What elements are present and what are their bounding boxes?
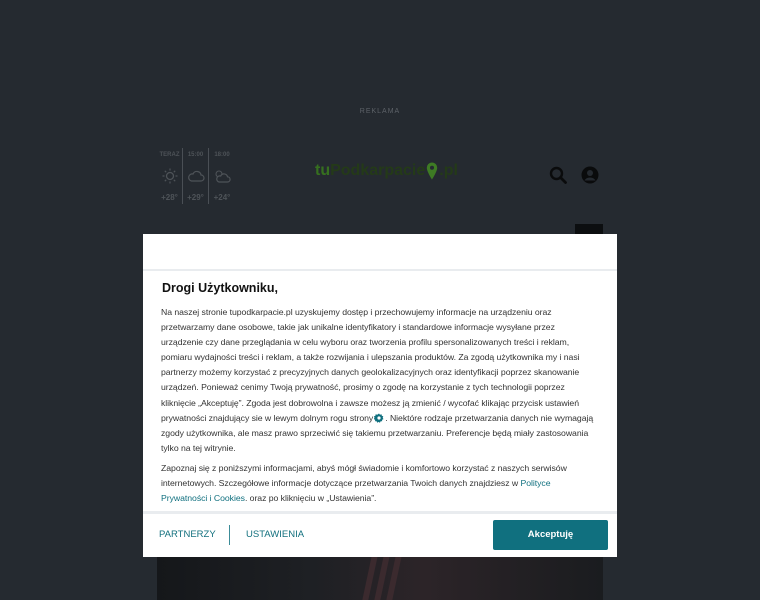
- search-icon[interactable]: [549, 166, 567, 184]
- weather-temp: +24°: [213, 193, 231, 202]
- paragraph-text: . oraz po kliknięciu w „Ustawienia”.: [244, 493, 377, 504]
- dialog-footer: [143, 511, 617, 557]
- paragraph-text: Zapoznaj się z poniższymi informacjami, abyś mógł świadomie i komfortowo korzystać z naszych serwisów internetowych. Szczegółowe informacje dotyczące przetwarzania Twoich danych znajdziesz w: [161, 462, 567, 489]
- user-icon[interactable]: [581, 166, 599, 184]
- gear-icon: [374, 413, 384, 423]
- weather-1500: [183, 148, 209, 204]
- weather-temp: +29°: [187, 193, 204, 202]
- logo-tu: tu: [315, 162, 331, 179]
- dialog-header: [143, 234, 617, 271]
- site-header: [157, 148, 603, 206]
- sun-icon: [161, 168, 179, 184]
- accept-button[interactable]: Akceptuję: [493, 520, 608, 550]
- privacy-policy-link[interactable]: Polityce Prywatności i Cookies: [161, 478, 551, 504]
- consent-dialog: [143, 234, 617, 557]
- site-logo[interactable]: [315, 162, 458, 180]
- dialog-title: Drogi Użytkowniku,: [162, 281, 278, 295]
- weather-label: 18:00: [214, 152, 230, 158]
- logo-name: Podkarpacie: [330, 162, 426, 179]
- paragraph-text: Na naszej stronie tupodkarpacie.pl uzyskujemy dostęp i przechowujemy informacje na urządzeniu oraz przetwarzamy dane osobowe, takie jak unikalne identyfikatory i standardowe informacje wysyłane przez urządzenie czy dane przeglądania w celu wyboru oraz tworzenia profilu spersonalizowanych treści i reklam, pomiaru wydajności treści i reklam, a także rozwijania i ulepszania produktów. Za zgodą użytkownika my i nasi partnerzy możemy korzystać z precyzyjnych danych geolokalizacyjnych oraz identyfikacji poprzez skanowanie urządzeń. Ponieważ cenimy Twoją prywatność, prosimy o zgodę na korzystanie z tych technologii poprzez kliknięcie „Akceptuję”. Zgoda jest dobrowolna i zawsze możesz ją zmienić / wycofać klikając przycisk ustawień prywatności znajdujący sie w lewym dolnym rogu strony: [161, 307, 580, 423]
- partners-button[interactable]: PARTNERZY: [159, 529, 216, 540]
- ad-label: REKLAMA: [359, 108, 401, 115]
- map-pin-icon: [426, 162, 438, 180]
- weather-now: [157, 148, 183, 204]
- settings-button[interactable]: USTAWIENIA: [246, 529, 305, 540]
- weather-widget[interactable]: [157, 148, 237, 204]
- logo-tld: .pl: [439, 162, 458, 179]
- dialog-body: [143, 271, 617, 506]
- partly-cloudy-icon: [213, 168, 231, 184]
- weather-temp: +28°: [161, 193, 178, 202]
- cloud-icon: [187, 168, 205, 184]
- button-divider: [229, 525, 230, 545]
- dialog-paragraph-2: [161, 461, 599, 506]
- background-article-image: [157, 556, 603, 600]
- header-actions: [549, 166, 599, 184]
- weather-label: 15:00: [187, 152, 204, 158]
- paragraph-text: . Niektóre rodzaje przetwarzania danych nie wymagają zgody użytkownika, ale masz prawo sprzeciwić się takiemu przetwarzaniu. Preferencje będą miały zastosowania tylko na tej witrynie.: [161, 412, 594, 453]
- dialog-paragraph-1: [161, 305, 599, 456]
- weather-1800: [209, 148, 235, 204]
- weather-label: TERAZ: [159, 152, 180, 158]
